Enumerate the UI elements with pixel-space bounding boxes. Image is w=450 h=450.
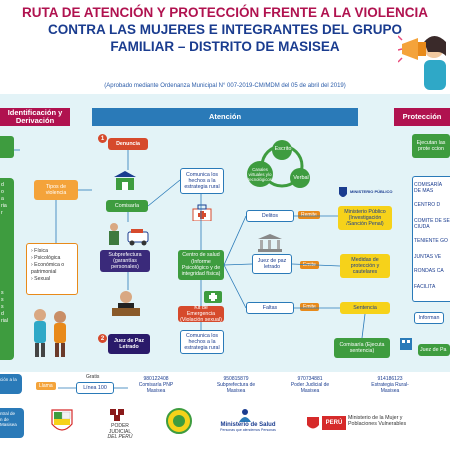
type-item: › Económica o patrimonial (31, 262, 65, 275)
entity-item: FACILITA (414, 284, 436, 290)
juez-paz-right-box: Juez de Pa (418, 344, 450, 356)
type-item: › Psicológica (31, 255, 61, 261)
faltas-box: Faltas (246, 302, 294, 314)
ministerio-publico-box: Ministerio Público (Investigación /Sanción Penal) (338, 206, 392, 230)
minsa-logo-text: Ministerio de Salud Personas que atendemos Personas (220, 422, 276, 432)
comisaria-box: Comisaría (106, 200, 148, 212)
centro-salud-box: Centro de salud (Informe Psicológico y de integridad física) (178, 250, 224, 280)
title-line3: FAMILIAR – DISTRITO DE MASISEA (110, 39, 340, 54)
entity-item: COMISARÍA DE MAS (414, 182, 442, 194)
juez-paz-letrado-box: Juez de paz letrado (252, 254, 292, 274)
subtitle: (Aprobado mediante Ordenanza Municipal N° 007-2019-CM/MDM del 05 de abril del 2019) (104, 83, 346, 89)
footer-left-text: ción a la (0, 377, 17, 382)
cycle-verbal: Verbal (293, 175, 309, 181)
delitos-box: Delitos (246, 210, 294, 222)
juez-paz-box: Juez de Paz Letrado (108, 334, 150, 354)
step-1-badge: 1 (98, 134, 107, 143)
phone-item: 950815879 Subprefectura de Masisea (216, 376, 256, 394)
entity-item: TENIENTE GO (414, 238, 448, 244)
poder-judicial-logo-icon (108, 408, 130, 422)
left-fragments-b: s s s d rial (1, 290, 8, 324)
linea-100-box: Línea 100 (76, 382, 114, 394)
section-middle-header: Atención (92, 108, 358, 126)
informan-box: Informan (414, 312, 444, 324)
emite-tag-1: Emite (300, 261, 319, 269)
section-right-header: Protección (394, 108, 450, 126)
kit-emergencia-box: Kit de Emergencia (Violación sexual) (178, 306, 224, 322)
phone-item: 980122408 Comisaría PNP Masisea (138, 376, 174, 394)
minsa-logo-icon (238, 408, 252, 422)
step-badge: 2 (98, 334, 107, 343)
type-item: › Sexual (31, 276, 51, 282)
comunica-box-1: Comunica los hechos a la estrategia rural (180, 168, 224, 194)
denuncia-box: Denuncia (108, 138, 148, 150)
municipal-seal-logo (166, 408, 192, 434)
entity-item: CENTRO D (414, 202, 441, 208)
mimp-logo-text: Ministerio de la Mujer y Poblaciones Vulnerables (348, 415, 407, 427)
entity-item: COMITE DE SE CIUDA (414, 218, 450, 230)
sentencia-box: Sentencia (340, 302, 390, 314)
left-fragments-a: d o a ria r (1, 182, 7, 216)
remite-tag: Remite (298, 211, 320, 219)
llama-tag: Llama (36, 382, 56, 390)
footer-left-text-2: ntral de n de Masisea (0, 411, 17, 427)
peru-label: PERÚ (322, 416, 346, 430)
title-line1: RUTA DE ATENCIÓN Y PROTECCIÓN FRENTE A LA VIOLENCIA (21, 5, 428, 20)
title-line2: CONTRA LAS MUJERES E INTEGRANTES DEL GRUPO (47, 22, 403, 37)
comisaria-ejecuta-box: Comisaría (Ejecuta sentencia) (334, 338, 390, 358)
phone-item: 970734881 Poder Judicial de Masisea (290, 376, 330, 394)
cycle-escrito: Escrito (274, 146, 292, 152)
ejecutan-box: Ejecutan las prote ccion (412, 134, 450, 158)
emite-tag-2: Emite (300, 303, 319, 311)
tipos-violencia-box: Tipos de violencia (34, 180, 78, 200)
type-item: › Física (31, 248, 49, 254)
gratis-label: Gratis (86, 374, 100, 380)
section-left-header: Identificación y Derivación (0, 108, 70, 126)
poder-judicial-logo-text: PODER JUDICIAL DEL PERÚ (107, 423, 133, 440)
cycle-canales: Canales virtuales y/o tecnológicos (248, 167, 272, 182)
peru-shield-icon (306, 416, 320, 432)
medidas-box: Medidas de protección y cautelares (340, 254, 390, 278)
subprefectura-box: Subprefectura (garantías personales) (100, 250, 150, 272)
peru-coat-of-arms-logo (50, 408, 74, 436)
comunica-box-2: Comunica los hechos a la estrategia rural (180, 330, 224, 354)
entity-item: JUNTAS VE (414, 254, 442, 260)
phone-item: 914186123 Estrategia Rural-Masisea (371, 376, 409, 394)
mp-logo-text: MINISTERIO PÚBLICO (350, 189, 393, 194)
entity-item: RONDAS CA (414, 268, 444, 274)
